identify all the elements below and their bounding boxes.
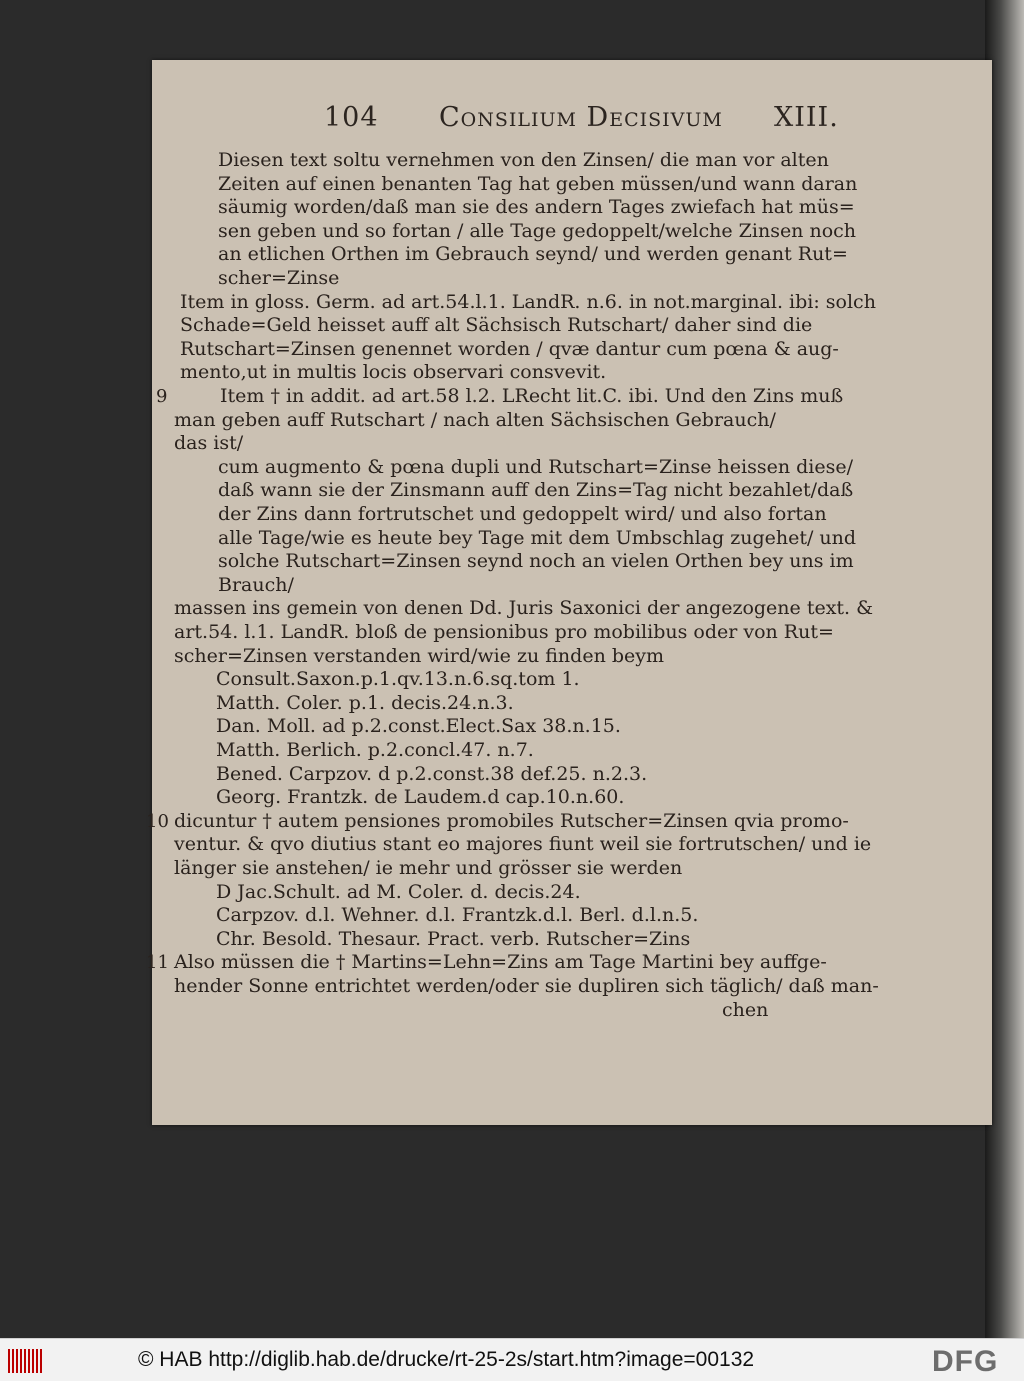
page-number: 104 — [324, 102, 379, 133]
text-line: säumig worden/daß man sie des andern Tages zwiefach hat müs= — [218, 196, 855, 219]
text-line: Dan. Moll. ad p.2.const.Elect.Sax 38.n.15. — [216, 715, 621, 738]
text-line: D Jac.Schult. ad M. Coler. d. decis.24. — [216, 880, 581, 903]
text-line: Bened. Carpzov. d p.2.const.38 def.25. n.2.3. — [216, 762, 648, 785]
text-line: Item † in addit. ad art.58 l.2. LRecht lit.C. ibi. Und den Zins muß — [220, 385, 844, 407]
text-line: chen — [722, 998, 769, 1021]
text-line: alle Tage/wie es heute bey Tage mit dem Umbschlag zugehet/ und — [218, 526, 857, 549]
text-line: sen geben und so fortan / alle Tage gedoppelt/welche Zinsen noch — [218, 219, 857, 242]
text-line: cum augmento & pœna dupli und Rutschart=Zinse heissen diese/ — [218, 455, 853, 478]
text-line: massen ins gemein von denen Dd. Juris Saxonici der angezogene text. & — [174, 597, 874, 620]
margin-number: 10 — [146, 810, 169, 832]
text-line: hender Sonne entrichtet werden/oder sie dupliren sich täglich/ daß man- — [174, 975, 879, 997]
text-line: Carpzov. d.l. Wehner. d.l. Frantzk.d.l. Berl. d.l.n.5. — [216, 904, 699, 927]
text-line: Schade=Geld heisset auff alt Sächsisch Rutschart/ daher sind die — [180, 314, 813, 337]
text-line: Zeiten auf einen benanten Tag hat geben müssen/und wann daran — [218, 172, 858, 195]
text-line: Consult.Saxon.p.1.qv.13.n.6.sq.tom 1. — [216, 668, 580, 691]
text-line: dicuntur † autem pensiones promobiles Rutscher=Zinsen qvia promo- — [174, 809, 849, 832]
running-title: Consilium Decisivum — [439, 102, 723, 133]
page-header — [324, 100, 964, 140]
text-line: daß wann sie der Zinsmann auff den Zins=Tag nicht bezahlet/daß — [218, 479, 854, 502]
margin-number: 11 — [146, 952, 169, 974]
text-line: ventur. & qvo diutius stant eo majores fiunt weil sie fortrutschen/ und ie — [174, 833, 872, 856]
hab-logo-icon — [8, 1349, 42, 1373]
text-line: mento,ut in multis locis observari consvevit. — [180, 361, 607, 384]
text-line: Also müssen die † Martins=Lehn=Zins am Tage Martini bey auffge- — [174, 951, 827, 974]
text-line: Matth. Berlich. p.2.concl.47. n.7. — [216, 739, 534, 761]
text-line: scher=Zinse — [218, 267, 340, 289]
text-line: Item in gloss. Germ. ad art.54.l.1. LandR. n.6. in not.marginal. ibi: solch — [180, 290, 876, 313]
text-line: Matth. Coler. p.1. decis.24.n.3. — [216, 691, 514, 714]
text-line: Diesen text soltu vernehmen von den Zinsen/ die man vor alten — [218, 149, 829, 171]
text-line: scher=Zinsen verstanden wird/wie zu finden beym — [174, 644, 665, 667]
text-line: Brauch/ — [218, 573, 294, 596]
text-line: länger sie anstehen/ ie mehr und grösser sie werden — [174, 857, 683, 879]
text-line: Georg. Frantzk. de Laudem.d cap.10.n.60. — [216, 786, 625, 809]
book-page — [146, 60, 992, 1125]
viewer-footer — [0, 1338, 1024, 1381]
text-line: Chr. Besold. Thesaur. Pract. verb. Rutscher=Zins — [216, 927, 691, 950]
text-line: der Zins dann fortrutschet und gedoppelt wird/ und also fortan — [218, 503, 827, 525]
chapter-number: XIII. — [774, 102, 839, 133]
copyright-url[interactable]: © HAB http://diglib.hab.de/drucke/rt-25-2s/start.htm?image=00132 — [138, 1348, 755, 1371]
margin-number: 9 — [156, 386, 168, 407]
text-line: an etlichen Orthen im Gebrauch seynd/ und werden genant Rut= — [218, 243, 848, 266]
text-line: solche Rutschart=Zinsen seynd noch an vielen Orthen bey uns im — [218, 550, 854, 573]
text-line: das ist/ — [174, 432, 244, 455]
text-line: man geben auff Rutschart / nach alten Sächsischen Gebrauch/ — [174, 408, 776, 431]
dfg-logo: DFG — [932, 1345, 999, 1378]
text-line: Rutschart=Zinsen genennet worden / qvæ dantur cum pœna & aug- — [180, 337, 839, 360]
text-line: art.54. l.1. LandR. bloß de pensionibus pro mobilibus oder von Rut= — [174, 621, 834, 643]
